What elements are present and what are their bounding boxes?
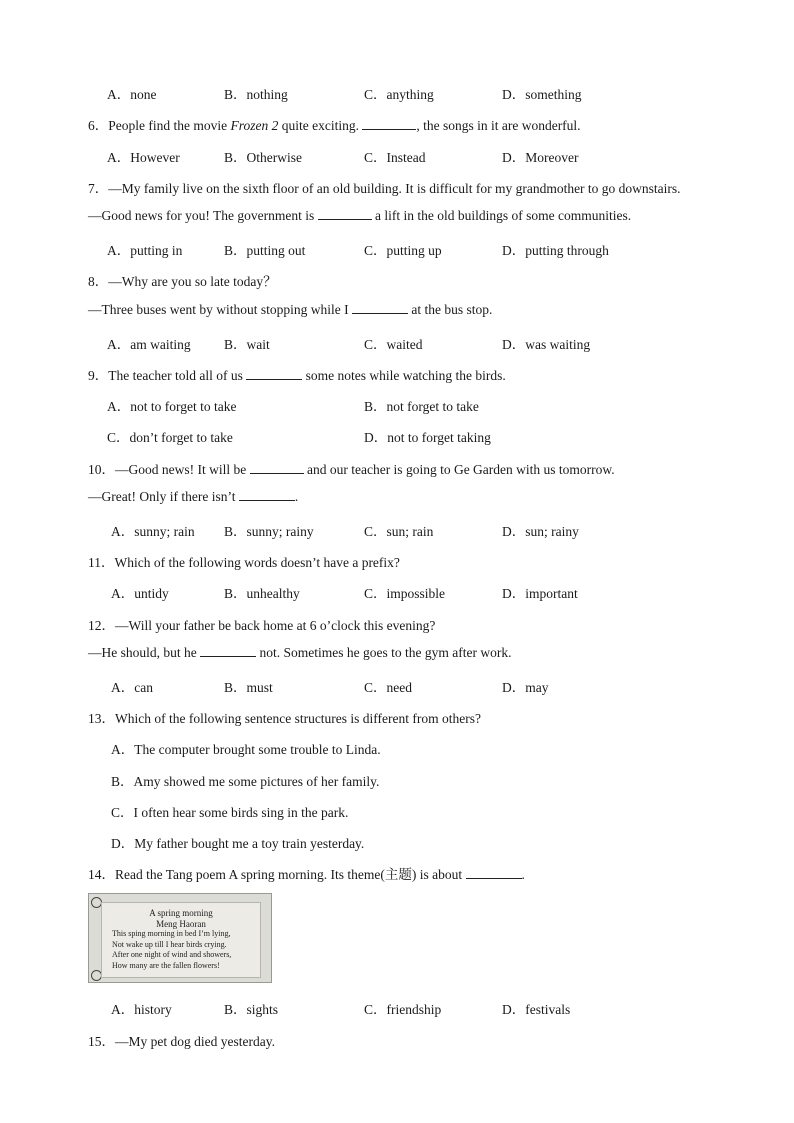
q15-line1: 15．—My pet dog died yesterday. bbox=[88, 1034, 275, 1049]
q13-stem: 13．Which of the following sentence structures is different from others? bbox=[88, 711, 482, 726]
q13-option-d: D．My father bought me a toy train yesterday. bbox=[111, 836, 365, 851]
q10-option-d: D．sun; rainy bbox=[502, 524, 579, 539]
q12-line2-after: not. Sometimes he goes to the gym after work. bbox=[256, 645, 512, 660]
q5-option-b: B．nothing bbox=[224, 87, 288, 102]
q10-line2 bbox=[88, 489, 298, 505]
answer-blank bbox=[466, 867, 522, 879]
q7-line2 bbox=[88, 208, 631, 224]
q12-line2 bbox=[88, 645, 511, 661]
q7-option-d: D．putting through bbox=[502, 243, 609, 258]
q10-line1-before: 10．—Good news! It will be bbox=[88, 462, 250, 477]
q13-option-a: A．The computer brought some trouble to Linda. bbox=[111, 742, 381, 757]
answer-blank bbox=[200, 645, 256, 657]
q14-option-d: D．festivals bbox=[502, 1002, 571, 1017]
q8-line2-after: at the bus stop. bbox=[407, 302, 493, 317]
q8-line2-before: —Three buses went by without stopping while I bbox=[88, 302, 352, 317]
q6-italic-title: Frozen 2 bbox=[230, 118, 279, 133]
q9-text-after: some notes while watching the birds. bbox=[302, 368, 506, 383]
q11-option-a: A．untidy bbox=[111, 586, 169, 601]
q12-line1: 12．—Will your father be back home at 6 o’clock this evening? bbox=[88, 618, 436, 633]
q10-line1-after: and our teacher is going to Ge Garden with us tomorrow. bbox=[303, 462, 615, 477]
answer-blank bbox=[239, 489, 295, 501]
q14-text-before: 14．Read the Tang poem A spring morning. Its theme(主题) is about bbox=[88, 867, 466, 882]
poem-text bbox=[102, 908, 260, 971]
poem-line: After one night of wind and showers, bbox=[112, 950, 232, 959]
q12-line2-before: —He should, but he bbox=[88, 645, 201, 660]
poem-author: Meng Haoran bbox=[156, 918, 206, 929]
q10-option-a: A．sunny; rain bbox=[111, 524, 195, 539]
q12-option-d: D．may bbox=[502, 680, 549, 695]
q10-option-c: C．sun; rain bbox=[364, 524, 434, 539]
q6-option-d: D．Moreover bbox=[502, 150, 579, 165]
q14-stem bbox=[88, 863, 525, 883]
q5-option-a: A．none bbox=[107, 87, 157, 102]
answer-blank bbox=[362, 118, 416, 130]
q8-line2 bbox=[88, 302, 492, 318]
poem-line: How many are the fallen flowers! bbox=[112, 960, 220, 970]
q7-option-b: B．putting out bbox=[224, 243, 306, 258]
q7-line2-after: a lift in the old buildings of some communities. bbox=[371, 208, 632, 223]
q12-option-a: A．can bbox=[111, 680, 153, 695]
q10-line1 bbox=[88, 458, 615, 478]
q11-option-c: C．impossible bbox=[364, 586, 446, 601]
poem-title: A spring morning bbox=[149, 908, 213, 918]
q8-option-b: B．wait bbox=[224, 337, 270, 352]
q7-line2-before: —Good news for you! The government is bbox=[88, 208, 318, 223]
q11-option-b: B．unhealthy bbox=[224, 586, 300, 601]
q6-option-b: B．Otherwise bbox=[224, 150, 302, 165]
q8-option-a: A．am waiting bbox=[107, 337, 191, 352]
answer-blank bbox=[246, 368, 302, 380]
q9-text-before: 9．The teacher told all of us bbox=[88, 368, 247, 383]
answer-blank bbox=[250, 462, 304, 474]
poem-image bbox=[88, 893, 272, 983]
q6-text-after: quite exciting. bbox=[278, 118, 363, 133]
q9-option-b: B．not forget to take bbox=[364, 399, 479, 414]
q7-line1: 7．—My family live on the sixth floor of an old building. It is difficult for my grandmother to go downstairs. bbox=[88, 181, 681, 196]
q7-option-a: A．putting in bbox=[107, 243, 183, 258]
q8-option-d: D．was waiting bbox=[502, 337, 591, 352]
q9-stem bbox=[88, 364, 506, 384]
q12-option-b: B．must bbox=[224, 680, 273, 695]
q13-option-c: C．I often hear some birds sing in the park. bbox=[111, 805, 349, 820]
q5-option-d: D．something bbox=[502, 87, 582, 102]
answer-blank bbox=[318, 208, 372, 220]
q6-option-c: C．Instead bbox=[364, 150, 426, 165]
q9-option-d: D．not to forget taking bbox=[364, 430, 491, 445]
q7-option-c: C．putting up bbox=[364, 243, 442, 258]
q12-option-c: C．need bbox=[364, 680, 412, 695]
q10-line2-after: . bbox=[294, 489, 299, 504]
q9-option-c: C．don’t forget to take bbox=[107, 430, 233, 445]
q8-line1: 8．—Why are you so late today？ bbox=[88, 274, 277, 289]
q6-option-a: A．However bbox=[107, 150, 180, 165]
answer-blank bbox=[352, 302, 408, 314]
q11-stem: 11．Which of the following words doesn’t have a prefix? bbox=[88, 555, 400, 570]
q6-text-tail: , the songs in it are wonderful. bbox=[416, 118, 581, 133]
q8-option-c: C．waited bbox=[364, 337, 423, 352]
q14-text-after: . bbox=[521, 867, 525, 882]
q9-option-a: A．not to forget to take bbox=[107, 399, 237, 414]
q10-option-b: B．sunny; rainy bbox=[224, 524, 314, 539]
q6-text-before: 6．People find the movie bbox=[88, 118, 231, 133]
q11-option-d: D．important bbox=[502, 586, 578, 601]
poem-card bbox=[101, 902, 261, 978]
poem-line: Not wake up till I hear birds crying. bbox=[112, 939, 227, 949]
poem-line: This sping morning in bed I’m lying, bbox=[112, 929, 231, 938]
q6-stem bbox=[88, 114, 581, 134]
q10-line2-before: —Great! Only if there isn’t bbox=[88, 489, 239, 504]
q13-option-b: B．Amy showed me some pictures of her family. bbox=[111, 774, 380, 789]
q5-option-c: C．anything bbox=[364, 87, 434, 102]
q14-option-a: A．history bbox=[111, 1002, 172, 1017]
q14-option-c: C．friendship bbox=[364, 1002, 442, 1017]
q14-option-b: B．sights bbox=[224, 1002, 279, 1017]
